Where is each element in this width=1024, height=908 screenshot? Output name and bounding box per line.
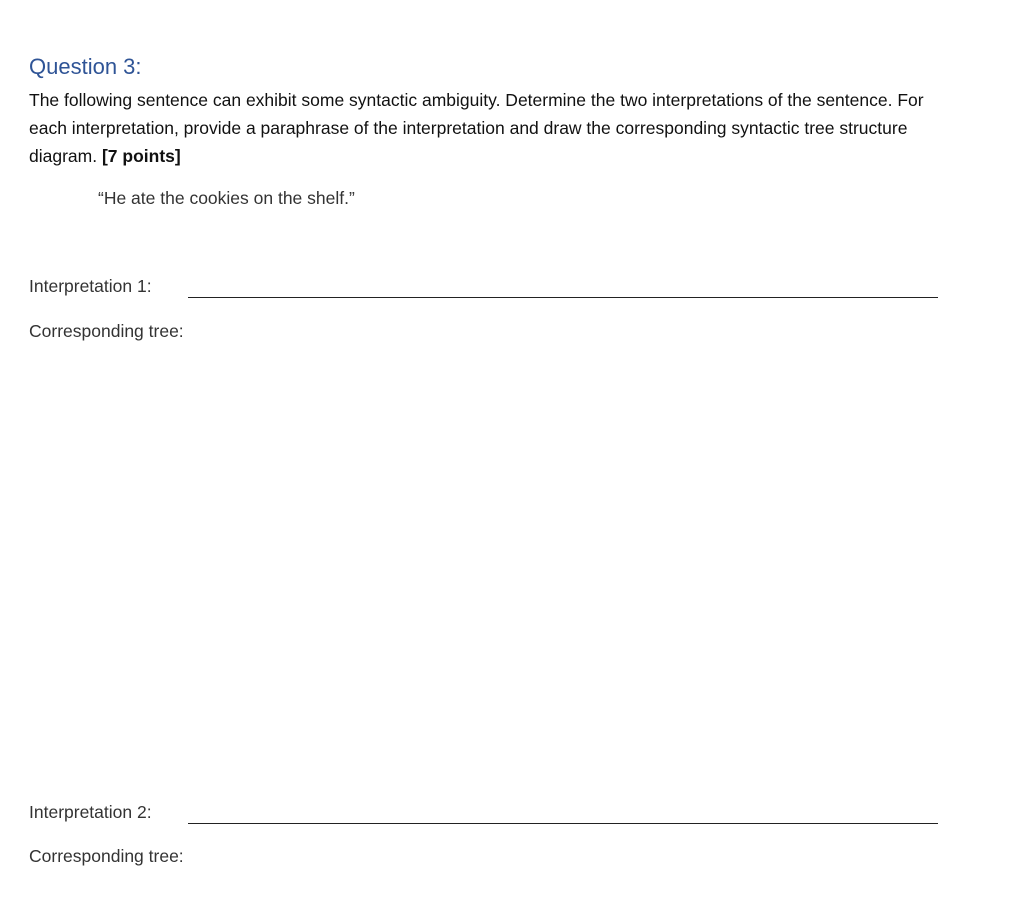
prompt-text: The following sentence can exhibit some syntactic ambiguity. Determine the two interpretations of the sentence. For each interpretation, provide a paraphrase of the interpretation and draw the corresponding syntactic tree structure diagram. [29, 90, 924, 166]
tree-1-label: Corresponding tree: [29, 321, 184, 341]
question-title: Question 3: [29, 54, 142, 79]
interpretation-2-label: Interpretation 2: [29, 802, 152, 822]
example-sentence: “He ate the cookies on the shelf.” [98, 188, 355, 208]
interpretation-1-label: Interpretation 1: [29, 276, 152, 296]
question-prompt [29, 86, 929, 170]
tree-2-label: Corresponding tree: [29, 846, 184, 866]
points-label: [7 points] [101, 146, 181, 166]
interpretation-1-answer-line[interactable] [188, 297, 938, 298]
interpretation-2-answer-line[interactable] [188, 823, 938, 824]
